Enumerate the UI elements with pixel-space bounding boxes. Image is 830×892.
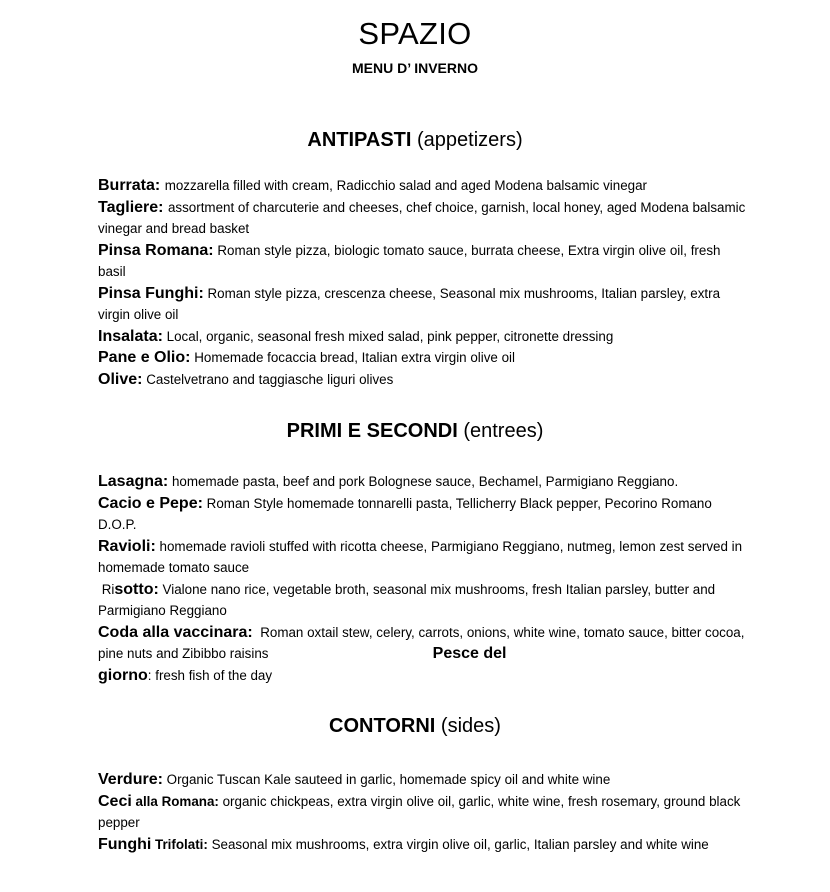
item-desc: Local, organic, seasonal fresh mixed salad, pink pepper, citronette dressing xyxy=(166,328,614,344)
section-title-antipasti xyxy=(0,127,830,153)
item-desc: homemade pasta, beef and pork Bolognese sauce, Bechamel, Parmigiano Reggiano. xyxy=(171,474,679,489)
menu-item: giorno: fresh fish of the day xyxy=(98,666,273,684)
item-desc: Roman style pizza, biologic tomato sauce, burrata cheese, Extra virgin olive oil, fresh basil xyxy=(98,242,721,279)
item-name: Funghi xyxy=(98,835,152,853)
menu-item xyxy=(98,347,748,369)
item-name: Olive: xyxy=(98,370,143,388)
item-name: Insalata: xyxy=(98,327,163,345)
section-title-contorni xyxy=(0,713,830,739)
menu-item xyxy=(98,283,748,326)
menu-item xyxy=(98,834,748,856)
menu-item xyxy=(98,769,748,791)
item-name: Pinsa Funghi: xyxy=(98,284,204,302)
menu-item xyxy=(98,471,748,493)
item-name-suffix: alla Romana: xyxy=(131,793,219,809)
primi-e-secondi-list xyxy=(98,471,748,686)
item-name: Burrata xyxy=(98,177,155,194)
item-desc: Roman oxtail stew, celery, carrots, onions, white wine, tomato sauce, bitter cocoa, pine nuts and Zibibbo raisins xyxy=(98,624,745,661)
item-name: Ceci xyxy=(98,792,132,810)
menu-item xyxy=(98,622,748,665)
section-name: ANTIPASTI xyxy=(307,129,412,151)
menu-item: Tagliere: assortment of charcuterie and cheeses, chef choice, garnish, local honey, aged Modena balsamic vinegar and bread basket xyxy=(98,198,746,236)
menu-item xyxy=(98,579,748,622)
item-name: giorno xyxy=(98,666,148,684)
section-note: (sides) xyxy=(440,715,501,737)
menu-item: Burrata: mozzarella filled with cream, Radicchio salad and aged Modena balsamic vinegar xyxy=(98,177,647,194)
item-desc: Homemade focaccia bread, Italian extra virgin olive oil xyxy=(194,350,515,365)
item-name: Cacio e Pepe: xyxy=(98,494,203,512)
section-name: PRIMI E SECONDI xyxy=(286,420,458,442)
item-name: Pane e Olio: xyxy=(98,349,191,366)
item-desc: homemade ravioli stuffed with ricotta cheese, Parmigiano Reggiano, nutmeg, lemon zest served in homemade tomato sauce xyxy=(98,538,743,575)
item-name: Coda alla vaccinara: xyxy=(98,623,253,641)
menu-item xyxy=(98,536,748,579)
section-note: (entrees) xyxy=(463,420,544,442)
item-name: Ravioli: xyxy=(98,537,156,555)
section-name: CONTORNI xyxy=(329,715,436,737)
menu-item xyxy=(98,791,748,834)
item-desc: fresh fish of the day xyxy=(155,667,273,683)
item-desc: organic chickpeas, extra virgin olive oil, garlic, white wine, fresh rosemary, ground black pepper xyxy=(98,793,741,830)
item-desc: Roman style pizza, crescenza cheese, Seasonal mix mushrooms, Italian parsley, extra virgin olive oil xyxy=(98,285,721,322)
item-desc: Organic Tuscan Kale sauteed in garlic, homemade spicy oil and white wine xyxy=(166,772,611,787)
item-name: Pesce del xyxy=(432,645,507,662)
item-desc: Castelvetrano and taggiasche liguri olives xyxy=(146,371,394,387)
item-desc: Seasonal mix mushrooms, extra virgin olive oil, garlic, Italian parsley and white wine xyxy=(211,836,709,852)
menu-item xyxy=(98,326,748,348)
item-desc: mozzarella filled with cream, Radicchio salad and aged Modena balsamic vinegar xyxy=(164,178,647,193)
menu-item xyxy=(98,493,748,536)
contorni-list xyxy=(98,769,748,855)
antipasti-list xyxy=(98,175,748,390)
item-name-suffix: Trifolati: xyxy=(151,836,208,852)
item-name: Lasagna: xyxy=(98,473,169,490)
item-name: Pinsa Romana: xyxy=(98,241,214,259)
item-name: sotto: xyxy=(114,580,159,598)
menu-item xyxy=(98,240,748,283)
menu-item xyxy=(98,369,748,391)
item-name-prefix: Ri xyxy=(98,581,115,597)
item-name: Verdure: xyxy=(98,771,163,788)
item-desc: Roman Style homemade tonnarelli pasta, Tellicherry Black pepper, Pecorino Romano D.O.P. xyxy=(98,495,712,532)
item-desc: Vialone nano rice, vegetable broth, seasonal mix mushrooms, fresh Italian parsley, butter and Parmigiano Reggiano xyxy=(98,581,716,618)
item-name: Tagliere xyxy=(98,198,159,216)
menu-subtitle: MENU D’ INVERNO xyxy=(351,60,478,76)
section-title-primi-e-secondi xyxy=(0,418,830,444)
restaurant-title: SPAZIO xyxy=(358,16,472,51)
section-note: (appetizers) xyxy=(417,129,523,151)
item-desc: assortment of charcuterie and cheeses, chef choice, garnish, local honey, aged Modena balsamic vinegar and bread basket xyxy=(98,199,746,236)
